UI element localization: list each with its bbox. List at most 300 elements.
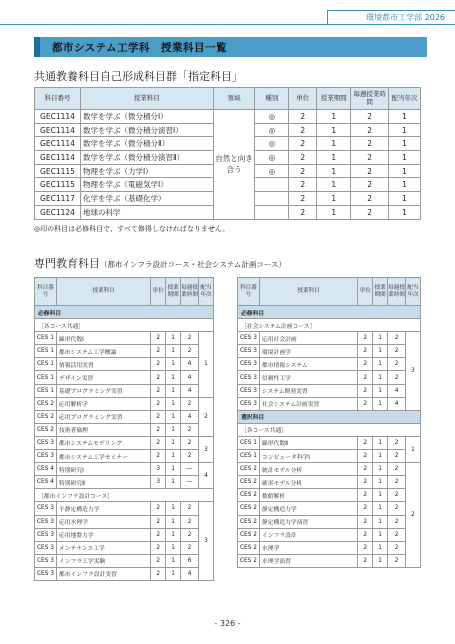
course-year: 1	[406, 436, 421, 462]
course-name: 数値解析	[259, 489, 357, 502]
course-hours: 2	[181, 436, 199, 449]
course-hours: ―	[181, 463, 199, 476]
course-name: 社会システム計画実習	[259, 397, 357, 410]
course-name: 都市システム工学概論	[56, 345, 150, 358]
table-row	[238, 515, 421, 528]
course-code: CES 3	[35, 541, 57, 554]
table-row	[238, 397, 421, 410]
course-period: 1	[373, 371, 388, 384]
table-row	[238, 358, 421, 371]
course-hours: 2	[388, 515, 406, 528]
col-header: 授業期間	[317, 88, 351, 110]
course-name: 応用水理学	[56, 515, 150, 528]
course-hours: 2	[388, 358, 406, 371]
course-code: CES 2	[35, 410, 57, 423]
course-credits: 2	[358, 463, 373, 476]
col-header: 科目番号	[35, 88, 81, 110]
course-name: 水理学	[259, 541, 357, 554]
course-period: 1	[317, 205, 351, 219]
course-credits: 2	[151, 371, 166, 384]
course-code: CES 1	[35, 345, 57, 358]
course-name: 線形代数Ⅰ	[56, 332, 150, 345]
course-name: 物理を学ぶ（力学Ⅰ）	[80, 164, 213, 178]
course-hours: 2	[388, 541, 406, 554]
table-row	[238, 489, 421, 502]
course-code: GEC1114	[35, 151, 81, 165]
table-row	[35, 397, 214, 410]
col-header: 単位	[289, 88, 317, 110]
table-row	[35, 410, 214, 423]
course-period: 1	[373, 397, 388, 410]
col-header: 授業期間	[373, 278, 388, 306]
course-period: 1	[166, 554, 181, 567]
table-row	[35, 384, 214, 397]
course-type	[255, 192, 289, 206]
course-credits: 2	[289, 164, 317, 178]
table-row	[35, 110, 421, 124]
course-year: 1	[389, 151, 421, 165]
course-credits: 2	[289, 123, 317, 137]
table-row	[35, 371, 214, 384]
course-hours: 2	[388, 332, 406, 345]
course-hours: 2	[181, 502, 199, 515]
table-row	[35, 345, 214, 358]
course-name: 都市システム工学セミナー	[56, 450, 150, 463]
section2-heading	[34, 255, 286, 271]
course-period: 1	[166, 528, 181, 541]
course-credits: 2	[151, 345, 166, 358]
course-name: 数学を学ぶ（微分積分Ⅰ）	[80, 110, 213, 124]
course-name: 都市情報システム	[259, 358, 357, 371]
course-code: CES 3	[35, 450, 57, 463]
course-code: CES 2	[238, 489, 260, 502]
course-period: 1	[373, 463, 388, 476]
course-name: システム開発実習	[259, 384, 357, 397]
course-name: 数学を学ぶ（微分積分演習Ⅰ）	[80, 123, 213, 137]
course-credits: 2	[289, 205, 317, 219]
course-hours: 2	[351, 164, 389, 178]
course-hours: 2	[181, 528, 199, 541]
course-code: GEC1115	[35, 164, 81, 178]
course-name: 静定構造力学演習	[259, 515, 357, 528]
course-year: 3	[406, 332, 421, 411]
course-period: 1	[166, 358, 181, 371]
course-credits: 2	[358, 476, 373, 489]
course-name: デザイン実習	[56, 371, 150, 384]
course-name: 不静定構造力学	[56, 502, 150, 515]
course-code: CES 3	[35, 554, 57, 567]
course-code: CES 2	[238, 541, 260, 554]
course-credits: 3	[151, 463, 166, 476]
course-period: 1	[166, 397, 181, 410]
course-name: 線形代数Ⅱ	[259, 436, 357, 449]
section2-title: 専門教育科目	[34, 257, 100, 270]
course-hours: ―	[181, 476, 199, 489]
course-name: 水理学演習	[259, 554, 357, 567]
course-code: CES 3	[35, 436, 57, 449]
course-credits: 2	[358, 450, 373, 463]
course-credits: 2	[358, 489, 373, 502]
course-code: CES 2	[238, 502, 260, 515]
group-label: ［各コース共通］	[35, 319, 214, 332]
course-period: 1	[317, 123, 351, 137]
col-header: 毎週授業時間	[351, 88, 389, 110]
course-hours: 2	[181, 332, 199, 345]
course-hours: 2	[388, 463, 406, 476]
course-hours: 2	[388, 345, 406, 358]
course-code: CES 2	[238, 554, 260, 567]
page-title: 都市システム工学科 授業科目一覧	[52, 42, 227, 54]
course-credits: 2	[151, 515, 166, 528]
course-code: GEC1114	[35, 123, 81, 137]
course-period: 1	[317, 110, 351, 124]
header-rule	[0, 24, 455, 25]
table-row	[35, 463, 214, 476]
course-hours: 4	[181, 410, 199, 423]
course-hours: 2	[351, 151, 389, 165]
course-year: 3	[199, 436, 214, 462]
course-name: 都市システムモデリング	[56, 436, 150, 449]
course-name: 環境計画学	[259, 345, 357, 358]
course-year: 3	[199, 502, 214, 581]
course-credits: 2	[358, 358, 373, 371]
course-hours: 2	[388, 476, 406, 489]
table-row	[35, 450, 214, 463]
course-period: 1	[166, 371, 181, 384]
table-row	[35, 358, 214, 371]
course-hours: 2	[351, 178, 389, 192]
course-hours: 4	[181, 567, 199, 580]
col-header: 毎週授業時間	[181, 278, 199, 306]
course-credits: 2	[151, 358, 166, 371]
course-hours: 4	[388, 384, 406, 397]
col-header: 種別	[255, 88, 289, 110]
course-period: 1	[373, 384, 388, 397]
section2-subtitle: （都市インフラ設計コース・社会システム計画コース）	[100, 260, 286, 269]
table-header-row	[238, 278, 421, 306]
col-header: 領域	[213, 88, 255, 110]
course-name: 確率モデル分析	[259, 476, 357, 489]
table-header-row	[35, 278, 214, 306]
course-year: 1	[389, 123, 421, 137]
course-credits: 2	[358, 371, 373, 384]
table-row	[238, 502, 421, 515]
course-credits: 2	[151, 528, 166, 541]
course-code: CES 1	[238, 436, 260, 449]
course-period: 1	[373, 502, 388, 515]
course-hours: 2	[181, 541, 199, 554]
course-period: 1	[373, 489, 388, 502]
specialized-table-left	[34, 277, 214, 581]
course-year: 1	[389, 178, 421, 192]
required-note: ◎印の科目は必修科目で、すべて修得しなければなりません。	[34, 225, 230, 233]
course-name: インフラ設計	[259, 528, 357, 541]
course-code: GEC1117	[35, 192, 81, 206]
course-period: 1	[373, 450, 388, 463]
course-name: 技術者倫理	[56, 423, 150, 436]
course-year: 1	[199, 332, 214, 397]
required-label: 必修科目	[238, 306, 421, 319]
course-name: 数学を学ぶ（微分積分演習Ⅱ）	[80, 151, 213, 165]
general-education-table	[34, 87, 421, 220]
header-text: 環境都市工学部 2026	[366, 13, 445, 22]
col-header: 授業科目	[56, 278, 150, 306]
area-label: 自然と向き合う	[213, 110, 255, 220]
course-year: 1	[389, 205, 421, 219]
course-code: CES 1	[35, 332, 57, 345]
course-name: 特別研究Ⅰ	[56, 463, 150, 476]
course-period: 1	[373, 358, 388, 371]
course-name: 応用社会計画	[259, 332, 357, 345]
page-title-banner	[34, 37, 427, 57]
course-code: GEC1114	[35, 110, 81, 124]
course-name: コンピュータ科学Ⅰ	[259, 450, 357, 463]
course-code: GEC1114	[35, 137, 81, 151]
course-credits: 2	[358, 332, 373, 345]
course-code: CES 1	[35, 358, 57, 371]
course-code: CES 2	[35, 423, 57, 436]
course-year: 1	[389, 164, 421, 178]
course-code: CES 4	[35, 463, 57, 476]
table-row	[238, 332, 421, 345]
course-credits: 2	[151, 554, 166, 567]
course-period: 1	[166, 332, 181, 345]
course-year: 1	[389, 192, 421, 206]
table-row	[35, 476, 214, 489]
course-credits: 2	[151, 384, 166, 397]
course-name: 応用プログラミング実習	[56, 410, 150, 423]
course-period: 1	[166, 384, 181, 397]
course-hours: 2	[388, 489, 406, 502]
course-hours: 2	[181, 450, 199, 463]
course-hours: 6	[181, 554, 199, 567]
course-code: CES 2	[238, 515, 260, 528]
course-code: GEC1115	[35, 178, 81, 192]
table-row	[35, 541, 214, 554]
course-code: GEC1124	[35, 205, 81, 219]
course-type: ◎	[255, 137, 289, 151]
table-row	[238, 423, 421, 436]
table-row	[238, 463, 421, 476]
course-credits: 2	[151, 436, 166, 449]
group-label: ［各コース共通］	[238, 423, 421, 436]
course-hours: 2	[388, 371, 406, 384]
table-row	[238, 319, 421, 332]
col-header: 配当年次	[406, 278, 421, 306]
course-type	[255, 205, 289, 219]
course-period: 1	[373, 554, 388, 567]
table-row	[35, 306, 214, 319]
col-header: 授業科目	[80, 88, 213, 110]
course-year: 2	[199, 397, 214, 436]
course-type: ◎	[255, 164, 289, 178]
course-period: 1	[166, 476, 181, 489]
course-code: CES 2	[238, 476, 260, 489]
table-row	[238, 384, 421, 397]
course-name: 都市インフラ設計実習	[56, 567, 150, 580]
table-row	[35, 502, 214, 515]
course-hours: 2	[181, 397, 199, 410]
col-header: 配当年次	[389, 88, 421, 110]
course-name: 統計モデル分析	[259, 463, 357, 476]
col-header: 毎週授業時間	[388, 278, 406, 306]
course-code: CES 1	[238, 450, 260, 463]
table-row	[238, 450, 421, 463]
course-code: CES 4	[35, 476, 57, 489]
course-code: CES 3	[238, 397, 260, 410]
table-row	[35, 554, 214, 567]
course-hours: 2	[181, 515, 199, 528]
course-hours: 2	[388, 450, 406, 463]
course-period: 1	[373, 528, 388, 541]
course-period: 1	[166, 502, 181, 515]
group-label: ［都市インフラ設計コース］	[35, 489, 214, 502]
course-hours: 2	[351, 123, 389, 137]
required-label: 必修科目	[35, 306, 214, 319]
course-credits: 2	[151, 410, 166, 423]
course-credits: 2	[151, 502, 166, 515]
course-type	[255, 178, 289, 192]
course-credits: 2	[358, 515, 373, 528]
course-name: 数学を学ぶ（微分積分Ⅱ）	[80, 137, 213, 151]
course-code: CES 3	[35, 528, 57, 541]
course-name: メンテナンス工学	[56, 541, 150, 554]
table-row	[35, 489, 214, 502]
course-period: 1	[166, 541, 181, 554]
table-row	[238, 528, 421, 541]
col-header: 単位	[151, 278, 166, 306]
course-credits: 2	[358, 541, 373, 554]
course-hours: 2	[351, 110, 389, 124]
course-hours: 2	[351, 192, 389, 206]
course-credits: 2	[289, 192, 317, 206]
col-header: 単位	[358, 278, 373, 306]
course-hours: 2	[388, 436, 406, 449]
course-credits: 2	[358, 502, 373, 515]
course-hours: 2	[388, 554, 406, 567]
course-name: 情報活用実習	[56, 358, 150, 371]
table-header-row	[35, 88, 421, 110]
course-code: CES 3	[238, 371, 260, 384]
table-row	[35, 436, 214, 449]
course-hours: 2	[388, 528, 406, 541]
course-credits: 2	[151, 423, 166, 436]
course-period: 1	[166, 567, 181, 580]
course-code: CES 3	[238, 345, 260, 358]
course-hours: 2	[181, 345, 199, 358]
course-period: 1	[166, 423, 181, 436]
course-name: 特別研究Ⅱ	[56, 476, 150, 489]
table-row	[238, 371, 421, 384]
course-credits: 2	[358, 436, 373, 449]
course-period: 1	[373, 332, 388, 345]
course-hours: 2	[351, 137, 389, 151]
course-hours: 2	[388, 502, 406, 515]
course-period: 1	[166, 450, 181, 463]
table-row	[238, 306, 421, 319]
col-header: 科目番号	[35, 278, 57, 306]
course-period: 1	[166, 515, 181, 528]
course-name: 化学を学ぶ（基礎化学）	[80, 192, 213, 206]
course-period: 1	[373, 476, 388, 489]
course-code: CES 3	[238, 384, 260, 397]
elective-label: 選択科目	[238, 410, 421, 423]
course-period: 1	[317, 178, 351, 192]
section1-heading: 共通教養科目自己形成科目群「指定科目」	[34, 70, 243, 83]
course-period: 1	[166, 463, 181, 476]
course-hours: 2	[181, 423, 199, 436]
course-code: CES 1	[35, 384, 57, 397]
table-row	[238, 345, 421, 358]
course-period: 1	[317, 164, 351, 178]
course-year: 4	[199, 463, 214, 489]
course-period: 1	[317, 151, 351, 165]
course-name: 信頼性工学	[259, 371, 357, 384]
col-header: 授業科目	[259, 278, 357, 306]
course-period: 1	[317, 137, 351, 151]
table-row	[35, 528, 214, 541]
table-row	[238, 541, 421, 554]
course-name: 静定構造力学	[259, 502, 357, 515]
course-credits: 2	[151, 567, 166, 580]
course-code: CES 3	[35, 567, 57, 580]
course-hours: 4	[181, 384, 199, 397]
course-period: 1	[166, 436, 181, 449]
course-credits: 2	[289, 178, 317, 192]
col-header: 配当年次	[199, 278, 214, 306]
course-credits: 2	[358, 528, 373, 541]
table-row	[238, 476, 421, 489]
course-code: CES 2	[35, 397, 57, 410]
page-number: - 326 -	[214, 619, 241, 628]
course-year: 2	[406, 463, 421, 568]
course-code: CES 3	[238, 358, 260, 371]
course-period: 1	[166, 410, 181, 423]
course-credits: 2	[289, 110, 317, 124]
course-type: ◎	[255, 110, 289, 124]
course-credits: 2	[151, 397, 166, 410]
table-row	[35, 567, 214, 580]
table-row	[35, 319, 214, 332]
course-hours: 4	[388, 397, 406, 410]
specialized-table-right	[237, 277, 421, 568]
course-period: 1	[373, 345, 388, 358]
course-period: 1	[373, 436, 388, 449]
course-code: CES 3	[35, 502, 57, 515]
course-year: 1	[389, 110, 421, 124]
course-credits: 3	[151, 476, 166, 489]
table-row	[238, 436, 421, 449]
course-name: 基礎プログラミング実習	[56, 384, 150, 397]
course-period: 1	[373, 541, 388, 554]
course-period: 1	[166, 345, 181, 358]
group-label: ［社会システム計画コース］	[238, 319, 421, 332]
course-credits: 2	[358, 554, 373, 567]
table-row	[35, 332, 214, 345]
course-hours: 2	[351, 205, 389, 219]
course-hours: 4	[181, 371, 199, 384]
course-type: ◎	[255, 151, 289, 165]
course-name: 物理を学ぶ（電磁気学Ⅰ）	[80, 178, 213, 192]
course-code: CES 3	[35, 515, 57, 528]
course-code: CES 1	[35, 371, 57, 384]
table-row	[238, 410, 421, 423]
table-row	[238, 554, 421, 567]
course-credits: 2	[151, 332, 166, 345]
course-credits: 2	[358, 397, 373, 410]
course-credits: 2	[289, 137, 317, 151]
course-code: CES 3	[238, 332, 260, 345]
